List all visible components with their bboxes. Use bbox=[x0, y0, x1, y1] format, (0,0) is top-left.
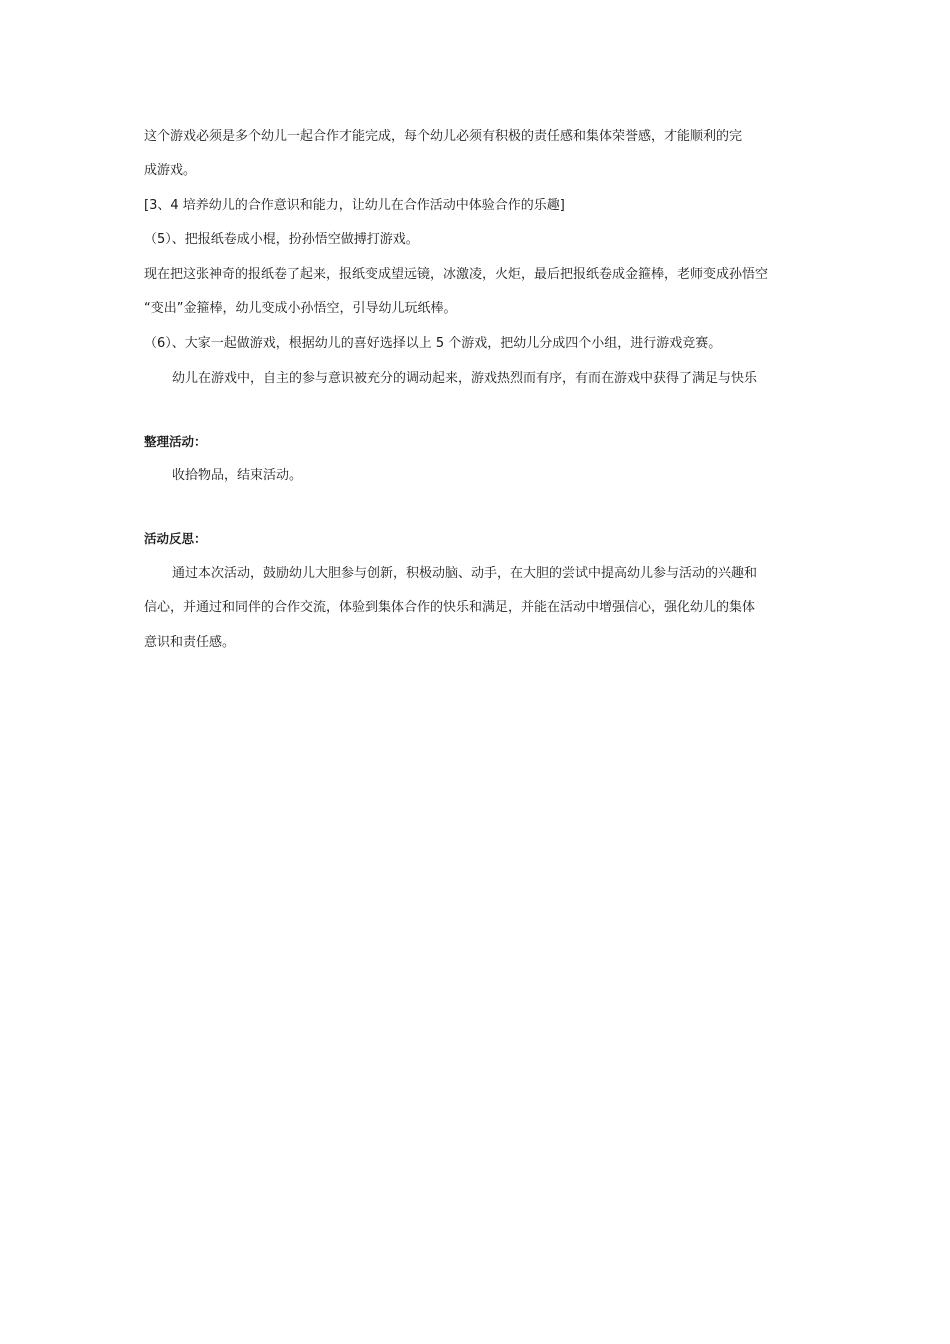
paragraph-line: 成游戏。 bbox=[144, 163, 197, 178]
step-6-title: （6）、大家一起做游戏，根据幼儿的喜好选择以上 5 个游戏，把幼儿分成四个小组，进行游戏竞赛。 bbox=[144, 336, 722, 351]
paragraph-line: “变出”金箍棒，幼儿变成小孙悟空，引导幼儿玩纸棒。 bbox=[144, 301, 457, 316]
goal-line: [3、4 培养幼儿的合作意识和能力，让幼儿在合作活动中体验合作的乐趣] bbox=[144, 198, 565, 213]
paragraph-line: 信心，并通过和同伴的合作交流，体验到集体合作的快乐和满足，并能在活动中增强信心，强化幼儿的集体 bbox=[144, 600, 756, 615]
section-heading-reflection: 活动反思： bbox=[144, 531, 207, 546]
paragraph-line: 意识和责任感。 bbox=[144, 635, 236, 650]
paragraph-line: 通过本次活动，鼓励幼儿大胆参与创新，积极动脑、动手，在大胆的尝试中提高幼儿参与活动的兴趣和 bbox=[172, 566, 758, 581]
paragraph-line: 这个游戏必须是多个幼儿一起合作才能完成，每个幼儿必须有积极的责任感和集体荣誉感，才能顺利的完 bbox=[144, 129, 743, 144]
paragraph-line: 幼儿在游戏中，自主的参与意识被充分的调动起来，游戏热烈而有序，有而在游戏中获得了满足与快乐 bbox=[172, 371, 758, 386]
paragraph-line: 收拾物品，结束活动。 bbox=[172, 468, 303, 483]
step-5-title: （5）、把报纸卷成小棍，扮孙悟空做搏打游戏。 bbox=[144, 232, 419, 247]
paragraph-line: 现在把这张神奇的报纸卷了起来，报纸变成望远镜，冰激凌，火炬，最后把报纸卷成金箍棒，老师变成孙悟空 bbox=[144, 267, 769, 282]
section-heading-cleanup: 整理活动： bbox=[144, 434, 207, 449]
